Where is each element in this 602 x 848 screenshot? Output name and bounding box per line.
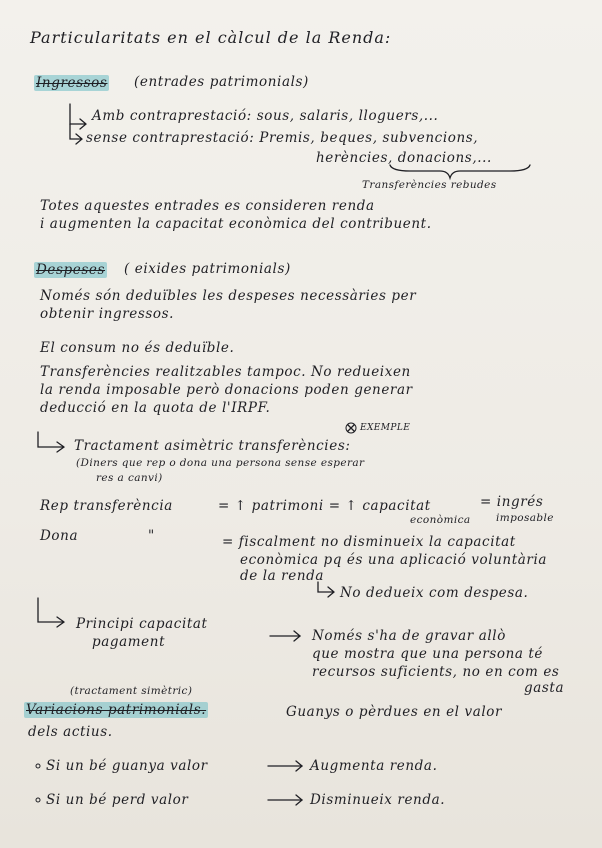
dona-line-4: No dedueix com despesa. xyxy=(340,585,529,601)
ingressos-subtitle: (entrades patrimonials) xyxy=(134,74,309,90)
principi-result-2: que mostra que una persona té xyxy=(312,646,544,662)
variacions-line-2: dels actius. xyxy=(28,724,113,740)
ingressos-heading: Ingressos xyxy=(36,75,108,91)
dona-line-3: de la renda xyxy=(240,568,325,584)
despeses-transf-1: Transferències realitzables tampoc. No redueixen xyxy=(40,364,411,380)
ingressos-conclusion-1: Totes aquestes entrades es consideren renda xyxy=(40,198,375,214)
brace-icon xyxy=(390,165,530,178)
dona-label: Dona xyxy=(40,528,79,544)
bullet-icon xyxy=(36,764,40,768)
dona-ditto: " xyxy=(148,528,155,544)
page-title: Particularitats en el càlcul de la Renda: xyxy=(30,28,392,47)
dona-line-1: = fiscalment no disminueix la capacitat xyxy=(222,534,516,550)
rep-equation-1b: econòmica xyxy=(410,514,471,526)
tractament-asimetric: Tractament asimètric transferències: xyxy=(74,438,351,454)
arrow-dedueix-icon xyxy=(318,582,334,597)
bullet-guanya-right: Augmenta renda. xyxy=(310,758,438,774)
despeses-transf-2: la renda imposable però donacions poden generar xyxy=(40,382,413,398)
despeses-transf-3: deducció en la quota de l'IRPF. xyxy=(40,400,271,416)
rep-transferencia-label: Rep transferència xyxy=(40,498,173,514)
dona-line-2: econòmica pq és una aplicació voluntària xyxy=(240,552,548,568)
arrow-principi-icon xyxy=(38,598,64,627)
bullet-perd-right: Disminueix renda. xyxy=(310,792,446,808)
despeses-line-2: obtenir ingressos. xyxy=(40,306,175,322)
arrow-tractament-icon xyxy=(38,432,64,452)
rep-equation-1: = ↑ patrimoni = ↑ capacitat xyxy=(218,498,431,514)
principi-result-3: recursos suficients, no en com es xyxy=(312,664,560,680)
tractament-simetric: (tractament simètric) xyxy=(70,685,193,697)
ingressos-conclusion-2: i augmenten la capacitat econòmica del contribuent. xyxy=(40,216,432,232)
tractament-note-1: (Diners que rep o dona una persona sense esperar xyxy=(76,457,365,469)
variacions-heading: Variacions patrimonials. xyxy=(26,702,207,718)
bullet-perd-left: Si un bé perd valor xyxy=(46,792,189,808)
brace-note: Transferències rebudes xyxy=(362,179,497,191)
bullet-icon xyxy=(36,798,40,802)
ingressos-sense-2: herències, donacions,... xyxy=(316,150,492,166)
exemple-label: EXEMPLE xyxy=(360,423,411,433)
despeses-line-1: Només són deduïbles les despeses necessàries per xyxy=(40,288,417,304)
despeses-consum: El consum no és deduïble. xyxy=(40,340,235,356)
despeses-heading: Despeses xyxy=(36,262,106,278)
ingressos-sense-1: sense contraprestació: Premis, beques, subvencions, xyxy=(86,130,479,146)
principi-result-4: gasta xyxy=(524,680,565,696)
bullet-guanya-left: Si un bé guanya valor xyxy=(46,758,208,774)
ingressos-amb: Amb contraprestació: sous, salaris, lloguers,... xyxy=(92,108,439,124)
principi-result-1: Només s'ha de gravar allò xyxy=(312,628,506,644)
principi-pagament: pagament xyxy=(92,634,166,650)
arrow-amb-icon xyxy=(70,104,86,129)
despeses-subtitle: ( eixides patrimonials) xyxy=(124,261,291,277)
principi-capacitat: Principi capacitat xyxy=(76,616,208,632)
rep-equation-2b: imposable xyxy=(496,512,554,524)
rep-equation-2: = ingrés xyxy=(480,494,544,510)
variacions-line-1: Guanys o pèrdues en el valor xyxy=(286,704,503,720)
tractament-note-2: res a canvi) xyxy=(96,472,163,484)
arrow-sense-icon xyxy=(70,124,82,144)
